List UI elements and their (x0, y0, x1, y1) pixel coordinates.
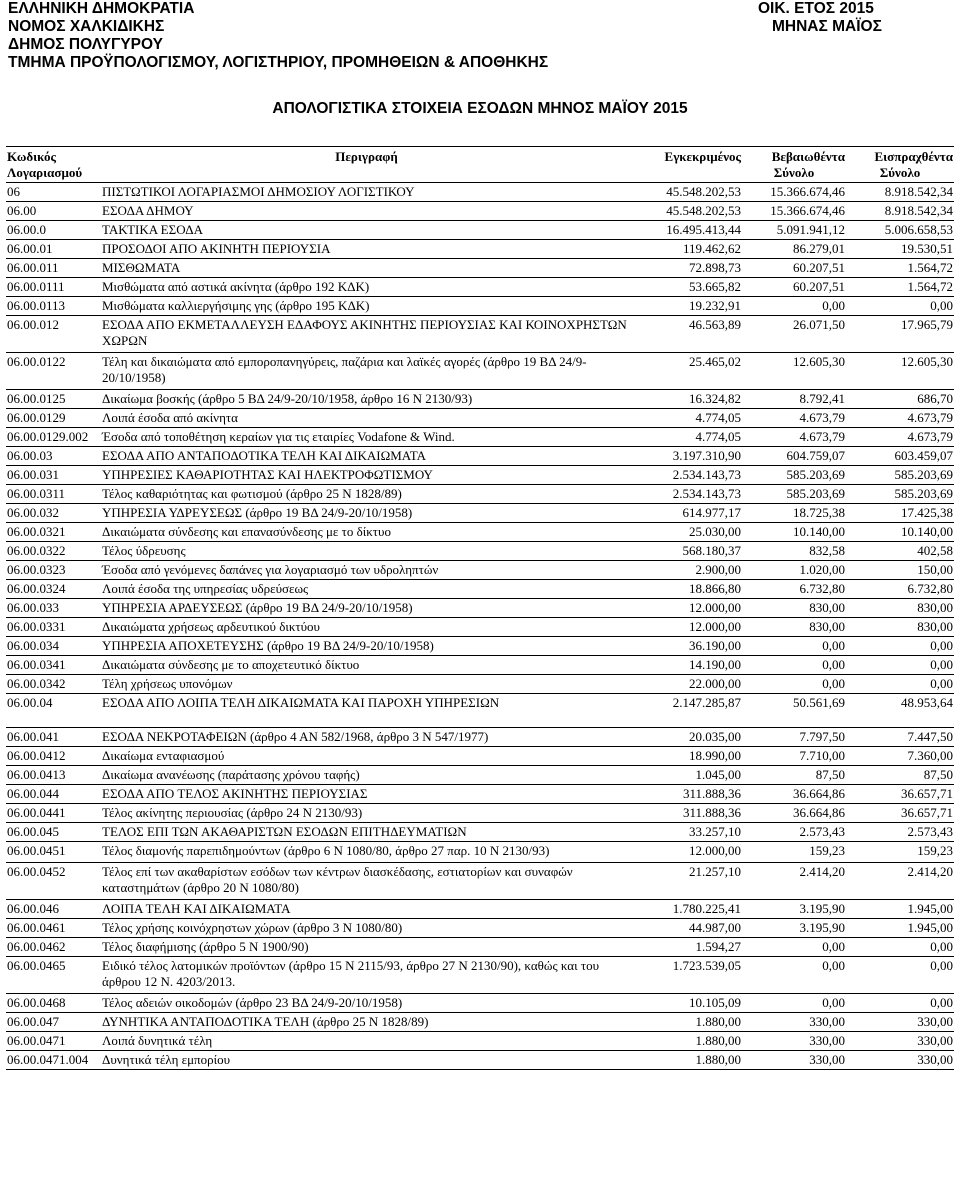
row-collected: 0,00 (846, 675, 954, 694)
table-row (6, 447, 954, 466)
table-row (6, 183, 954, 202)
table-row (6, 842, 954, 863)
department-label: ΤΜΗΜΑ ΠΡΟΫΠΟΛΟΓΙΣΜΟΥ, ΛΟΓΙΣΤΗΡΙΟΥ, ΠΡΟΜΗΘΕΙΩΝ & ΑΠΟΘΗΚΗΣ (8, 54, 549, 71)
row-code: 06.00.0451 (6, 842, 96, 863)
row-collected: 17.425,38 (846, 504, 954, 523)
row-description: ΕΣΟΔΑ ΑΠΟ ΕΚΜΕΤΑΛΛΕΥΣΗ ΕΔΑΦΟΥΣ ΑΚΙΝΗΤΗΣ ΠΕΡΙΟΥΣΙΑΣ ΚΑΙ ΚΟΙΝΟΧΡΗΣΤΩΝ ΧΩΡΩΝ (96, 316, 637, 353)
table-row (6, 938, 954, 957)
row-code: 06.00.0 (6, 221, 96, 240)
row-certified: 15.366.674,46 (742, 202, 846, 221)
row-description: ΥΠΗΡΕΣΙΑ ΥΔΡΕΥΣΕΩΣ (άρθρο 19 ΒΔ 24/9-20/10/1958) (96, 504, 637, 523)
row-description: ΥΠΗΡΕΣΙΑ ΑΠΟΧΕΤΕΥΣΗΣ (άρθρο 19 ΒΔ 24/9-20/10/1958) (96, 637, 637, 656)
row-certified: 10.140,00 (742, 523, 846, 542)
row-code: 06.00.046 (6, 900, 96, 919)
table-row (6, 221, 954, 240)
table-row (6, 580, 954, 599)
row-collected: 330,00 (846, 1032, 954, 1051)
row-collected: 10.140,00 (846, 523, 954, 542)
row-code: 06.00.0129.002 (6, 428, 96, 447)
row-collected: 603.459,07 (846, 447, 954, 466)
row-certified: 26.071,50 (742, 316, 846, 353)
row-description: Δικαίωμα ενταφιασμού (96, 747, 637, 766)
row-collected: 19.530,51 (846, 240, 954, 259)
row-code: 06.00.0471.004 (6, 1051, 96, 1070)
row-collected: 7.447,50 (846, 728, 954, 747)
row-description: Μισθώματα καλλιεργήσιμης γης (άρθρο 195 ΚΔΚ) (96, 297, 637, 316)
row-code: 06.00.032 (6, 504, 96, 523)
row-code: 06.00.0129 (6, 409, 96, 428)
row-approved: 1.594,27 (637, 938, 742, 957)
row-certified: 3.195,90 (742, 919, 846, 938)
row-approved: 19.232,91 (637, 297, 742, 316)
report-title: ΑΠΟΛΟΓΙΣΤΙΚΑ ΣΤΟΙΧΕΙΑ ΕΣΟΔΩΝ ΜΗΝΟΣ ΜΑΪΟΥ 2015 (272, 100, 688, 117)
row-code: 06.00.0322 (6, 542, 96, 561)
row-approved: 1.880,00 (637, 1032, 742, 1051)
row-certified: 0,00 (742, 297, 846, 316)
row-collected: 0,00 (846, 656, 954, 675)
row-certified: 832,58 (742, 542, 846, 561)
row-code: 06.00.011 (6, 259, 96, 278)
row-description: Τέλος καθαριότητας και φωτισμού (άρθρο 25 Ν 1828/89) (96, 485, 637, 504)
row-collected: 0,00 (846, 994, 954, 1013)
row-collected: 0,00 (846, 938, 954, 957)
row-certified: 60.207,51 (742, 259, 846, 278)
row-approved: 1.780.225,41 (637, 900, 742, 919)
row-code: 06.00.045 (6, 823, 96, 842)
row-certified: 7.797,50 (742, 728, 846, 747)
row-description: Ειδικό τέλος λατομικών προϊόντων (άρθρο 15 Ν 2115/93, άρθρο 27 Ν 2130/90), καθώς και του άρθρου 12 Ν. 4203/2013. (96, 957, 637, 994)
row-code: 06.00.0323 (6, 561, 96, 580)
row-collected: 150,00 (846, 561, 954, 580)
row-collected: 159,23 (846, 842, 954, 863)
row-description: Δικαίωμα βοσκής (άρθρο 5 ΒΔ 24/9-20/10/1958, άρθρο 16 Ν 2130/93) (96, 390, 637, 409)
row-code: 06.00.0111 (6, 278, 96, 297)
row-approved: 22.000,00 (637, 675, 742, 694)
row-collected: 8.918.542,34 (846, 183, 954, 202)
row-approved: 12.000,00 (637, 618, 742, 637)
table-row (6, 900, 954, 919)
table-row (6, 785, 954, 804)
row-approved: 14.190,00 (637, 656, 742, 675)
row-code: 06.00.0342 (6, 675, 96, 694)
row-code: 06.00.0413 (6, 766, 96, 785)
row-approved: 119.462,62 (637, 240, 742, 259)
table-row (6, 390, 954, 409)
row-certified: 2.414,20 (742, 863, 846, 900)
row-certified: 330,00 (742, 1032, 846, 1051)
row-certified: 604.759,07 (742, 447, 846, 466)
table-row (6, 618, 954, 637)
row-collected: 330,00 (846, 1013, 954, 1032)
row-collected: 4.673,79 (846, 409, 954, 428)
row-approved: 12.000,00 (637, 599, 742, 618)
col-code-header-2: Λογαριασμού (6, 165, 96, 183)
col-code-header: Κωδικός (6, 147, 96, 166)
table-row (6, 428, 954, 447)
row-approved: 568.180,37 (637, 542, 742, 561)
month-label: ΜΗΝΑΣ ΜΑΪΟΣ (772, 18, 882, 35)
row-certified: 0,00 (742, 656, 846, 675)
row-approved: 53.665,82 (637, 278, 742, 297)
row-certified: 585.203,69 (742, 466, 846, 485)
row-certified: 0,00 (742, 938, 846, 957)
row-approved: 4.774,05 (637, 428, 742, 447)
row-certified: 87,50 (742, 766, 846, 785)
row-approved: 311.888,36 (637, 804, 742, 823)
row-approved: 36.190,00 (637, 637, 742, 656)
row-certified: 12.605,30 (742, 353, 846, 390)
row-code: 06.00.0462 (6, 938, 96, 957)
row-collected: 4.673,79 (846, 428, 954, 447)
row-description: Τέλος ακίνητης περιουσίας (άρθρο 24 Ν 2130/93) (96, 804, 637, 823)
table-row (6, 994, 954, 1013)
table-row (6, 523, 954, 542)
row-description: Δυνητικά τέλη εμπορίου (96, 1051, 637, 1070)
row-collected: 36.657,71 (846, 804, 954, 823)
row-certified: 5.091.941,12 (742, 221, 846, 240)
row-certified: 330,00 (742, 1051, 846, 1070)
row-certified: 0,00 (742, 957, 846, 994)
row-approved: 12.000,00 (637, 842, 742, 863)
row-description: Τέλος διαφήμισης (άρθρο 5 Ν 1900/90) (96, 938, 637, 957)
row-code: 06.00.047 (6, 1013, 96, 1032)
row-description: ΕΣΟΔΑ ΝΕΚΡΟΤΑΦΕΙΩΝ (άρθρο 4 ΑΝ 582/1968, άρθρο 3 Ν 547/1977) (96, 728, 637, 747)
row-approved: 25.465,02 (637, 353, 742, 390)
table-row (6, 297, 954, 316)
row-description: Δικαίωμα ανανέωσης (παράτασης χρόνου ταφής) (96, 766, 637, 785)
row-collected: 7.360,00 (846, 747, 954, 766)
row-code: 06.00.03 (6, 447, 96, 466)
table-row (6, 278, 954, 297)
table-row (6, 485, 954, 504)
row-collected: 0,00 (846, 637, 954, 656)
row-description: Λοιπά έσοδα από ακίνητα (96, 409, 637, 428)
row-collected: 0,00 (846, 957, 954, 994)
row-code: 06.00.0122 (6, 353, 96, 390)
row-collected: 87,50 (846, 766, 954, 785)
row-approved: 72.898,73 (637, 259, 742, 278)
row-approved: 2.147.285,87 (637, 694, 742, 728)
row-certified: 60.207,51 (742, 278, 846, 297)
row-code: 06.00.033 (6, 599, 96, 618)
row-collected: 830,00 (846, 618, 954, 637)
table-row (6, 259, 954, 278)
row-certified: 2.573,43 (742, 823, 846, 842)
row-collected: 2.414,20 (846, 863, 954, 900)
row-certified: 4.673,79 (742, 428, 846, 447)
row-collected: 402,58 (846, 542, 954, 561)
table-row (6, 599, 954, 618)
row-description: ΥΠΗΡΕΣΙΑ ΑΡΔΕΥΣΕΩΣ (άρθρο 19 ΒΔ 24/9-20/10/1958) (96, 599, 637, 618)
row-certified: 830,00 (742, 599, 846, 618)
row-certified: 18.725,38 (742, 504, 846, 523)
table-row (6, 1013, 954, 1032)
col-desc-header: Περιγραφή (96, 147, 637, 166)
table-row (6, 957, 954, 994)
row-description: Τέλη και δικαιώματα από εμποροπανηγύρεις, παζάρια και λαϊκές αγορές (άρθρο 19 ΒΔ 24/9-20/10/1958) (96, 353, 637, 390)
row-certified: 6.732,80 (742, 580, 846, 599)
table-row (6, 675, 954, 694)
row-description: ΤΑΚΤΙΚΑ ΕΣΟΔΑ (96, 221, 637, 240)
row-approved: 1.723.539,05 (637, 957, 742, 994)
row-certified: 330,00 (742, 1013, 846, 1032)
row-certified: 3.195,90 (742, 900, 846, 919)
row-code: 06.00.012 (6, 316, 96, 353)
table-row (6, 316, 954, 353)
col-certified-header: Βεβαιωθέντα (742, 147, 846, 166)
row-description: ΕΣΟΔΑ ΑΠΟ ΤΕΛΟΣ ΑΚΙΝΗΤΗΣ ΠΕΡΙΟΥΣΙΑΣ (96, 785, 637, 804)
table-row (6, 1032, 954, 1051)
row-approved: 44.987,00 (637, 919, 742, 938)
row-code: 06.00.0461 (6, 919, 96, 938)
table-row (6, 747, 954, 766)
row-description: ΥΠΗΡΕΣΙΕΣ ΚΑΘΑΡΙΟΤΗΤΑΣ ΚΑΙ ΗΛΕΚΤΡΟΦΩΤΙΣΜΟΥ (96, 466, 637, 485)
row-collected: 17.965,79 (846, 316, 954, 353)
table-header-row-2 (6, 165, 954, 183)
row-collected: 686,70 (846, 390, 954, 409)
revenue-table (6, 146, 954, 1070)
row-code: 06.00.01 (6, 240, 96, 259)
table-row (6, 466, 954, 485)
row-collected: 2.573,43 (846, 823, 954, 842)
row-certified: 36.664,86 (742, 785, 846, 804)
row-description: Τέλος διαμονής παρεπιδημούντων (άρθρο 6 Ν 1080/80, άρθρο 27 παρ. 10 Ν 2130/93) (96, 842, 637, 863)
row-approved: 4.774,05 (637, 409, 742, 428)
row-code: 06.00.0341 (6, 656, 96, 675)
fiscal-year-label: ΟΙΚ. ΕΤΟΣ 2015 (758, 0, 874, 17)
row-collected: 830,00 (846, 599, 954, 618)
row-code: 06.00 (6, 202, 96, 221)
row-collected: 48.953,64 (846, 694, 954, 728)
row-description: ΔΥΝΗΤΙΚΑ ΑΝΤΑΠΟΔΟΤΙΚΑ ΤΕΛΗ (άρθρο 25 Ν 1828/89) (96, 1013, 637, 1032)
row-collected: 585.203,69 (846, 485, 954, 504)
row-certified: 4.673,79 (742, 409, 846, 428)
row-approved: 3.197.310,90 (637, 447, 742, 466)
row-approved: 21.257,10 (637, 863, 742, 900)
row-code: 06.00.0465 (6, 957, 96, 994)
row-approved: 46.563,89 (637, 316, 742, 353)
row-code: 06.00.044 (6, 785, 96, 804)
table-row (6, 353, 954, 390)
col-certified-header-2: Σύνολο (742, 165, 846, 183)
row-description: Τέλος αδειών οικοδομών (άρθρο 23 ΒΔ 24/9-20/10/1958) (96, 994, 637, 1013)
row-description: Λοιπά δυνητικά τέλη (96, 1032, 637, 1051)
row-description: ΠΡΟΣΟΔΟΙ ΑΠΟ ΑΚΙΝΗΤΗ ΠΕΡΙΟΥΣΙΑ (96, 240, 637, 259)
municipality-label: ΔΗΜΟΣ ΠΟΛΥΓΥΡΟΥ (8, 36, 163, 53)
row-description: ΜΙΣΘΩΜΑΤΑ (96, 259, 637, 278)
row-code: 06.00.0324 (6, 580, 96, 599)
table-row (6, 656, 954, 675)
row-collected: 12.605,30 (846, 353, 954, 390)
row-code: 06.00.04 (6, 694, 96, 728)
row-description: ΕΣΟΔΑ ΑΠΟ ΛΟΙΠΑ ΤΕΛΗ ΔΙΚΑΙΩΜΑΤΑ ΚΑΙ ΠΑΡΟΧΗ ΥΠΗΡΕΣΙΩΝ (96, 694, 637, 728)
row-code: 06.00.0452 (6, 863, 96, 900)
row-approved: 1.880,00 (637, 1051, 742, 1070)
row-description: Τέλος χρήσης κοινόχρηστων χώρων (άρθρο 3 Ν 1080/80) (96, 919, 637, 938)
row-collected: 1.945,00 (846, 900, 954, 919)
prefecture-label: ΝΟΜΟΣ ΧΑΛΚΙΔΙΚΗΣ (8, 18, 165, 35)
republic-label: ΕΛΛΗΝΙΚΗ ΔΗΜΟΚΡΑΤΙΑ (8, 0, 195, 17)
row-collected: 6.732,80 (846, 580, 954, 599)
table-row (6, 823, 954, 842)
row-code: 06 (6, 183, 96, 202)
table-row (6, 863, 954, 900)
row-certified: 830,00 (742, 618, 846, 637)
row-code: 06.00.0441 (6, 804, 96, 823)
row-description: Μισθώματα από αστικά ακίνητα (άρθρο 192 ΚΔΚ) (96, 278, 637, 297)
table-row (6, 766, 954, 785)
row-description: Έσοδα από τοποθέτηση κεραίων για τις εταιρίες Vodafone & Wind. (96, 428, 637, 447)
row-collected: 1.564,72 (846, 278, 954, 297)
row-approved: 2.900,00 (637, 561, 742, 580)
col-collected-header: Εισπραχθέντα (846, 147, 954, 166)
row-approved: 1.045,00 (637, 766, 742, 785)
col-approved-header: Εγκεκριμένος (637, 147, 742, 166)
row-code: 06.00.0125 (6, 390, 96, 409)
table-row (6, 409, 954, 428)
row-code: 06.00.031 (6, 466, 96, 485)
row-code: 06.00.0471 (6, 1032, 96, 1051)
row-certified: 585.203,69 (742, 485, 846, 504)
row-collected: 36.657,71 (846, 785, 954, 804)
table-row (6, 637, 954, 656)
table-row (6, 561, 954, 580)
table-row (6, 240, 954, 259)
table-row (6, 202, 954, 221)
row-approved: 18.866,80 (637, 580, 742, 599)
table-row (6, 542, 954, 561)
row-certified: 1.020,00 (742, 561, 846, 580)
table-row (6, 919, 954, 938)
row-description: Έσοδα από γενόμενες δαπάνες για λογαριασμό των υδροληπτών (96, 561, 637, 580)
row-certified: 36.664,86 (742, 804, 846, 823)
row-collected: 5.006.658,53 (846, 221, 954, 240)
row-certified: 159,23 (742, 842, 846, 863)
row-approved: 311.888,36 (637, 785, 742, 804)
document-header (8, 0, 958, 72)
row-approved: 18.990,00 (637, 747, 742, 766)
row-description: Δικαιώματα σύνδεσης και επανασύνδεσης με το δίκτυο (96, 523, 637, 542)
row-description: Λοιπά έσοδα της υπηρεσίας υδρεύσεως (96, 580, 637, 599)
col-collected-header-2: Σύνολο (846, 165, 954, 183)
row-collected: 0,00 (846, 297, 954, 316)
row-approved: 2.534.143,73 (637, 466, 742, 485)
row-description: ΠΙΣΤΩΤΙΚΟΙ ΛΟΓΑΡΙΑΣΜΟΙ ΔΗΜΟΣΙΟΥ ΛΟΓΙΣΤΙΚΟΥ (96, 183, 637, 202)
row-code: 06.00.0321 (6, 523, 96, 542)
row-approved: 16.495.413,44 (637, 221, 742, 240)
row-approved: 614.977,17 (637, 504, 742, 523)
table-row (6, 504, 954, 523)
row-description: Δικαιώματα χρήσεως αρδευτικού δικτύου (96, 618, 637, 637)
row-certified: 7.710,00 (742, 747, 846, 766)
table-row (6, 1051, 954, 1070)
table-row (6, 694, 954, 728)
table-row (6, 804, 954, 823)
row-approved: 45.548.202,53 (637, 202, 742, 221)
row-description: ΤΕΛΟΣ ΕΠΙ ΤΩΝ ΑΚΑΘΑΡΙΣΤΩΝ ΕΣΟΔΩΝ ΕΠΙΤΗΔΕΥΜΑΤΙΩΝ (96, 823, 637, 842)
row-approved: 10.105,09 (637, 994, 742, 1013)
row-collected: 330,00 (846, 1051, 954, 1070)
row-code: 06.00.0113 (6, 297, 96, 316)
row-certified: 0,00 (742, 637, 846, 656)
row-collected: 585.203,69 (846, 466, 954, 485)
row-code: 06.00.0412 (6, 747, 96, 766)
row-collected: 1.945,00 (846, 919, 954, 938)
row-approved: 45.548.202,53 (637, 183, 742, 202)
row-description: Τέλος ύδρευσης (96, 542, 637, 561)
row-approved: 20.035,00 (637, 728, 742, 747)
row-certified: 86.279,01 (742, 240, 846, 259)
row-code: 06.00.041 (6, 728, 96, 747)
row-code: 06.00.0311 (6, 485, 96, 504)
table-row (6, 728, 954, 747)
row-collected: 8.918.542,34 (846, 202, 954, 221)
row-approved: 1.880,00 (637, 1013, 742, 1032)
row-description: ΕΣΟΔΑ ΑΠΟ ΑΝΤΑΠΟΔΟΤΙΚΑ ΤΕΛΗ ΚΑΙ ΔΙΚΑΙΩΜΑΤΑ (96, 447, 637, 466)
row-collected: 1.564,72 (846, 259, 954, 278)
row-certified: 0,00 (742, 994, 846, 1013)
row-code: 06.00.0331 (6, 618, 96, 637)
row-certified: 8.792,41 (742, 390, 846, 409)
row-description: Δικαιώματα σύνδεσης με το αποχετευτικό δίκτυο (96, 656, 637, 675)
row-description: ΛΟΙΠΑ ΤΕΛΗ ΚΑΙ ΔΙΚΑΙΩΜΑΤΑ (96, 900, 637, 919)
row-description: ΕΣΟΔΑ ΔΗΜΟΥ (96, 202, 637, 221)
row-approved: 2.534.143,73 (637, 485, 742, 504)
row-certified: 50.561,69 (742, 694, 846, 728)
row-code: 06.00.034 (6, 637, 96, 656)
row-description: Τέλη χρήσεως υπονόμων (96, 675, 637, 694)
row-certified: 0,00 (742, 675, 846, 694)
row-certified: 15.366.674,46 (742, 183, 846, 202)
row-approved: 25.030,00 (637, 523, 742, 542)
row-approved: 16.324,82 (637, 390, 742, 409)
row-description: Τέλος επί των ακαθαρίστων εσόδων των κέντρων διασκέδασης, εστιατορίων και συναφών καταστημάτων (άρθρο 20 Ν 1080/80) (96, 863, 637, 900)
row-approved: 33.257,10 (637, 823, 742, 842)
table-header-row (6, 147, 954, 166)
row-code: 06.00.0468 (6, 994, 96, 1013)
table-body (6, 183, 954, 1070)
